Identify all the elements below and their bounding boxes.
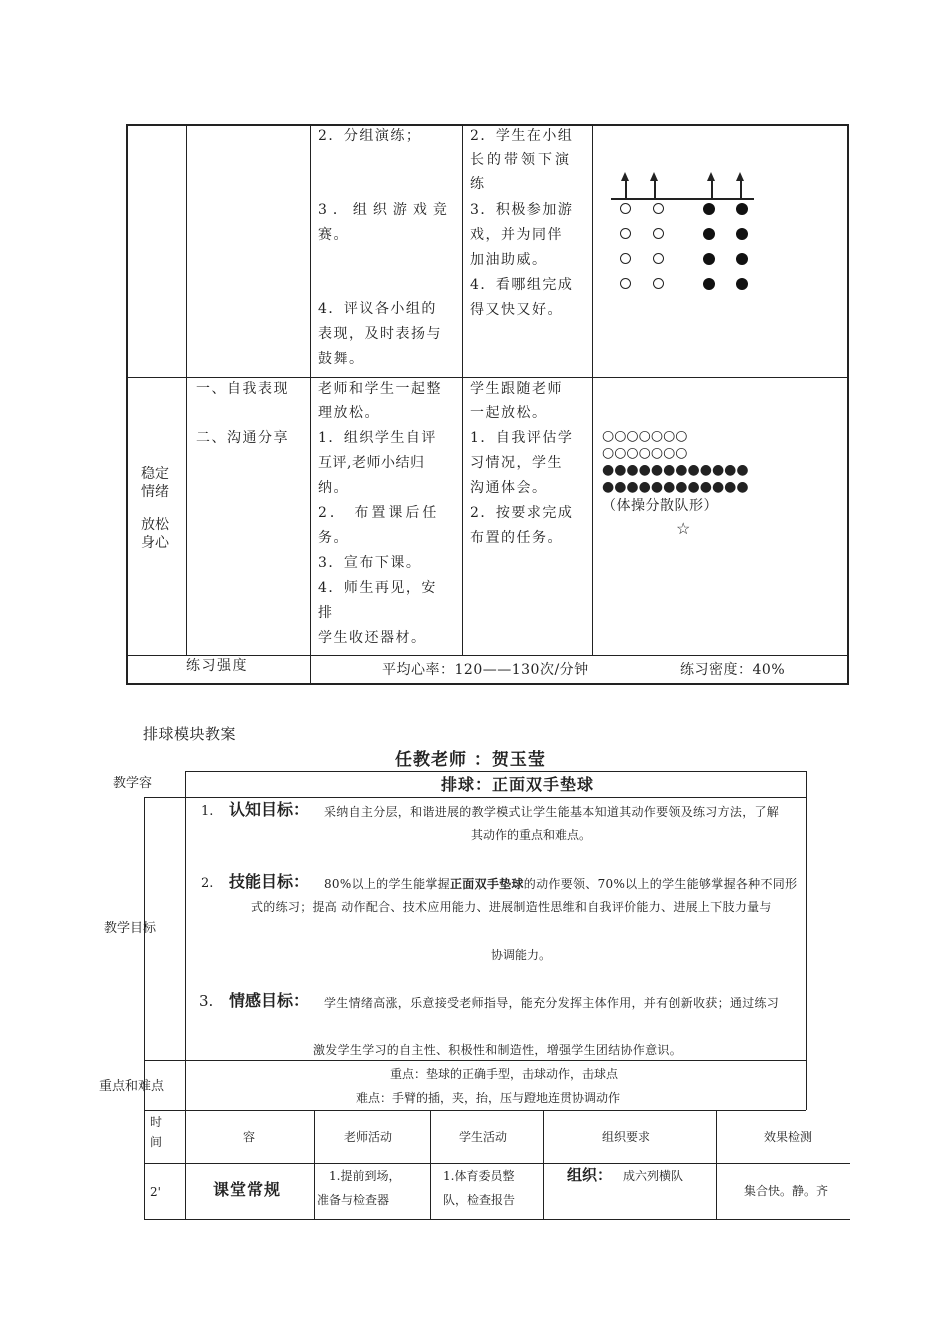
row-org-title: 组织： [567,1166,613,1184]
row-student-line: 1.体育委员整 [443,1169,515,1183]
exercise-density: 练习密度：40% [680,662,786,678]
header-content: 容 [243,1130,256,1144]
teacher-activity-line: 3．宣布下课。 [318,555,422,571]
goal-text: 其动作的重点和难点。 [471,828,592,842]
formation-row: ○○○○○○○ [602,428,688,444]
content-item: 一、自我表现 [196,381,289,397]
goal-number: 2. [201,876,214,891]
header-organization: 组织要求 [602,1130,651,1144]
teacher-activity-line: 纳。 [318,480,349,496]
formation-row: ●●●●●●●●●●●● [602,462,749,478]
goal-number: 3. [199,992,214,1010]
teacher-activity-line: 4．评议各小组的 [318,301,437,317]
goal-text: 采纳自主分层，和谐进展的教学模式让学生能基本知道其动作要领及练习方法，了解 [324,805,780,819]
teacher-activity-line: 老师和学生一起整 [318,381,442,397]
section-label: 情绪 [141,484,169,500]
student-activity-line: 长的带领下演 [470,152,572,168]
intensity-label: 练习强度 [186,658,248,674]
header-student: 学生活动 [459,1130,508,1144]
section-label: 稳定 [141,466,169,482]
row-teacher-line: 准备与检查器 [317,1193,390,1207]
row-teacher-line: 1.提前到场， [329,1169,401,1183]
row-time: 2' [150,1185,161,1199]
header-time: 时间 [150,1115,163,1149]
heart-rate: 平均心率：120——130次/分钟 [382,662,589,678]
goal-text-part: 80%以上的学生能掌握 [324,877,450,891]
header-teacher: 老师活动 [344,1130,393,1144]
student-activity-line: 沟通体会。 [470,480,548,496]
teacher-activity-line: 1．组织学生自评 [318,430,437,446]
goal-skill-name: 正面双手垫球 [449,877,524,891]
teacher-activity-line: 4．师生再见，安 [318,580,437,596]
student-activity-line: 得又快又好。 [470,302,563,318]
formation-row: ●●●●●●●●●●●● [602,479,749,495]
student-activity-line: 布置的任务。 [470,530,563,546]
student-activity-line: 习情况，学生 [470,455,563,471]
teacher-activity-line: 2．分组演练； [318,128,422,144]
teacher-activity-line: 务。 [318,530,349,546]
goal-text: 协调能力。 [491,948,552,962]
student-activity-line: 一起放松。 [470,405,548,421]
student-activity-line: 戏，并为同伴 [470,227,563,243]
teacher-activity-line: 理放松。 [318,405,380,421]
row-org-text: 成六列横队 [623,1169,684,1183]
goal-text [324,872,797,896]
document-title: 排球模块教案 [143,725,237,743]
teacher-name-heading: 任教老师 ：贺玉莹 [395,750,546,770]
formation-row: ○○○○○○○ [602,445,688,461]
goal-text: 激发学生学习的自主性、积极性和制造性，增强学生团结协作意识。 [313,1043,683,1057]
row-content: 课堂常规 [213,1180,282,1199]
student-activity-line: 练 [470,176,486,192]
student-activity-line: 2．学生在小组 [470,128,574,144]
teacher-activity-line: 排 [318,605,334,621]
teacher-activity-line: 互评,老师小结归 [318,455,425,471]
teacher-activity-line: 2． 布置课后任 [318,505,440,521]
student-activity-line: 加油助威。 [470,252,548,268]
goal-title: 技能目标： [229,872,310,891]
key-difficulty-label: 重点和难点 [99,1079,165,1094]
goal-title: 情感目标： [229,991,310,1010]
teacher-activity-line: 鼓舞。 [318,351,365,367]
student-activity-line: 4．看哪组完成 [470,277,574,293]
teacher-activity-line: 表现，及时表扬与 [318,326,442,342]
section-label: 放松 [141,517,169,533]
difficulty: 难点：手臂的插，夹，抬，压与蹬地连贯协调动作 [356,1091,621,1105]
row-student-line: 队，检查报告 [443,1193,516,1207]
goal-text-part: 的动作要领、70%以上的学生能够掌握各种不同形 [523,877,798,891]
teacher-activity-line: 赛。 [318,227,349,243]
content-item: 二、沟通分享 [196,430,289,446]
goal-title: 认知目标： [229,800,310,819]
teacher-activity-line: 学生收还器材。 [318,630,427,646]
student-activity-line: 学生跟随老师 [470,381,563,397]
goal-text: 式的练习；提高 动作配合、技术应用能力、进展制造性思维和自我评价能力、进展上下肢力量与 [251,900,772,914]
row-effect: 集合快。静。齐 [744,1184,829,1198]
goal-number: 1. [201,804,214,819]
student-activity-line: 2．按要求完成 [470,505,574,521]
teacher-star-icon: ☆ [676,519,691,538]
student-activity-line: 1．自我评估学 [470,430,574,446]
key-point: 重点：垫球的正确手型，击球动作，击球点 [390,1067,619,1081]
formation-caption: （体操分散队形） [602,498,718,514]
lesson-content: 排球：正面双手垫球 [441,775,595,794]
goal-text: 学生情绪高涨，乐意接受老师指导，能充分发挥主体作用，并有创新收获；通过练习 [324,996,780,1010]
content-label: 教学容 [113,776,153,791]
goals-label: 教学目标 [104,921,157,936]
student-activity-line: 3．积极参加游 [470,202,574,218]
teacher-activity-line: 3．组织游戏竞 [318,202,453,218]
header-effect: 效果检测 [764,1130,813,1144]
section-label: 身心 [141,535,169,551]
